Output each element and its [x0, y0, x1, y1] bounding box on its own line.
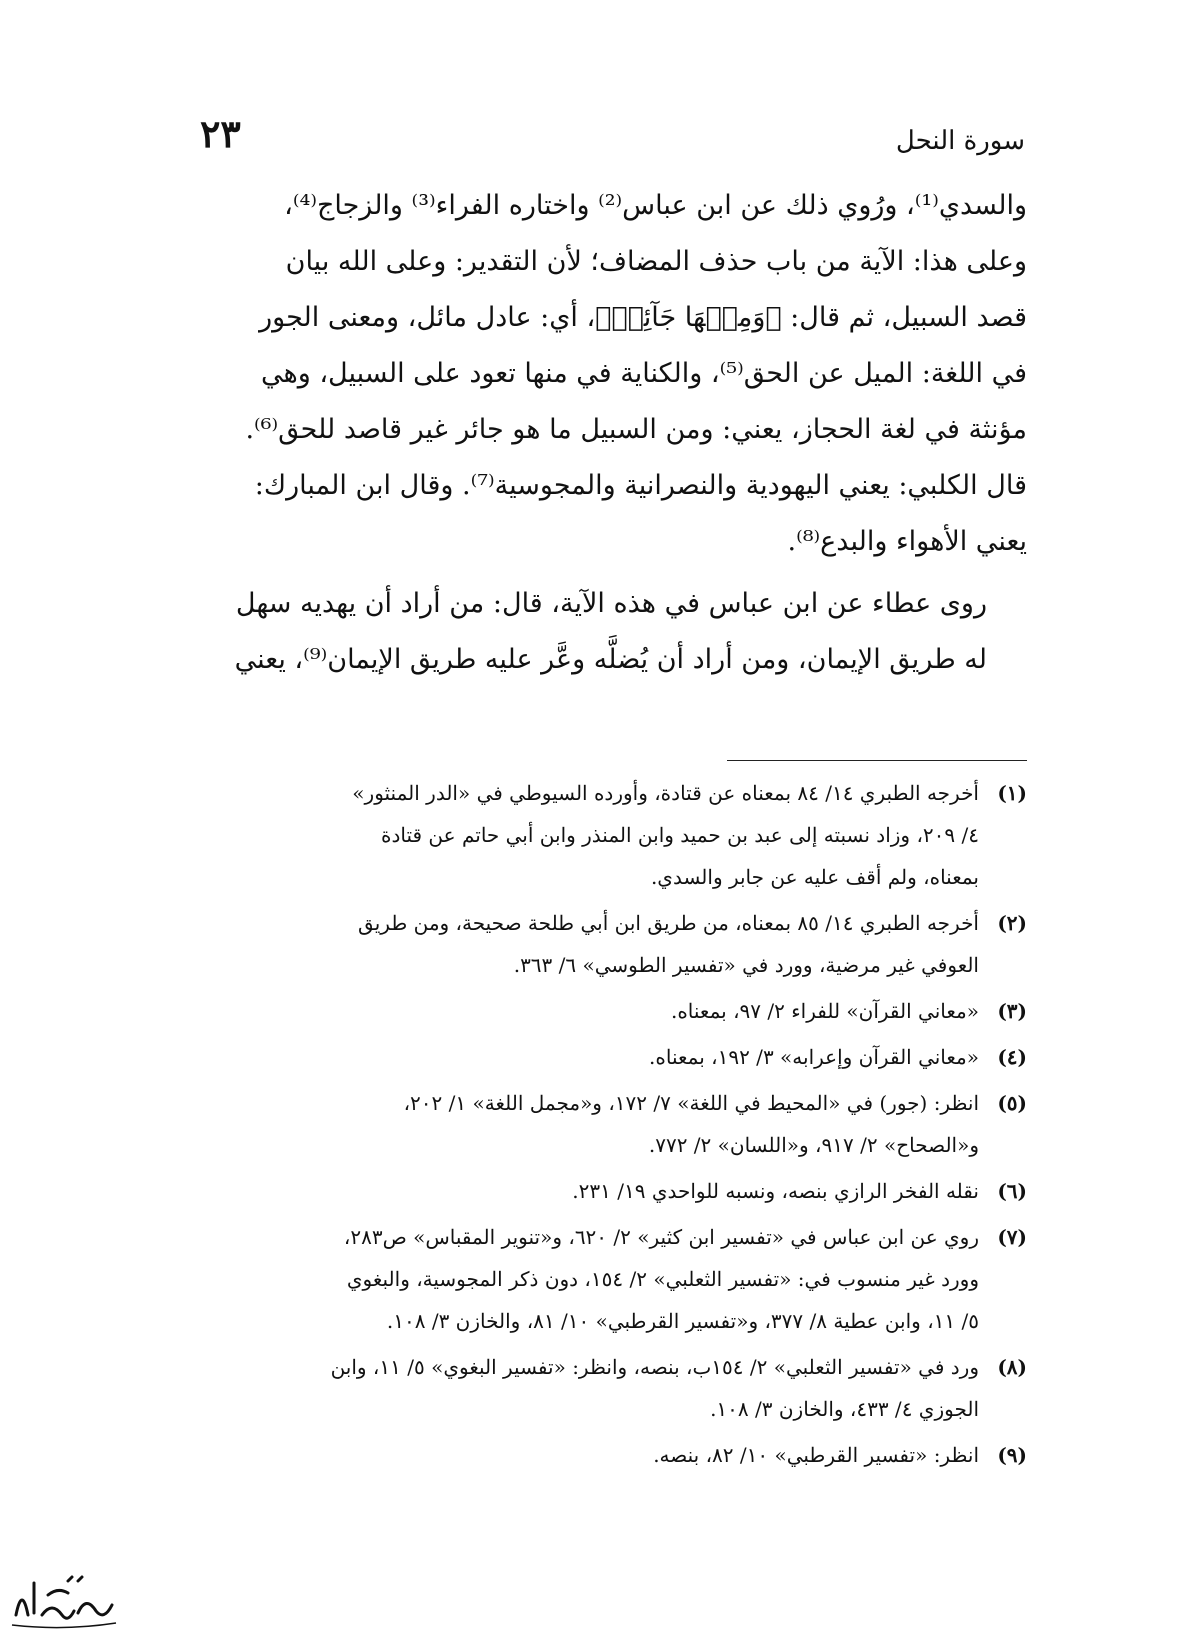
footnote-line: ورد في «تفسير الثعلبي» ٢/ ١٥٤ب، بنصه، وانظر: «تفسير البغوي» ٥/ ١١، وابن	[330, 1355, 979, 1379]
footnote-line: الجوزي ٤/ ٤٣٣، والخازن ٣/ ١٠٨.	[710, 1397, 979, 1421]
page-header	[200, 100, 1025, 156]
footnote	[140, 990, 1027, 1032]
footnote-number: (٣)	[997, 999, 1027, 1023]
page-number: ٢٣	[200, 111, 241, 156]
footnote	[140, 1082, 1027, 1166]
text-line: قصد السبيل، ثم قال: ﴿وَمِنۡهَا جَآئِرٞ﴾، أي: عادل مائل، ومعنى الجور	[259, 302, 1027, 333]
footnote	[140, 772, 1027, 898]
footnote	[140, 902, 1027, 986]
footnote-number: (٨)	[997, 1355, 1027, 1379]
footnote-number: (٦)	[997, 1179, 1027, 1203]
footnote-line: انظر: (جور) في «المحيط في اللغة» ٧/ ١٧٢، و«مجمل اللغة» ١/ ٢٠٢،	[403, 1091, 979, 1115]
text-line: في اللغة: الميل عن الحق⁽⁵⁾، والكناية في منها تعود على السبيل، وهي	[260, 358, 1027, 389]
footnote	[140, 1346, 1027, 1430]
calligraphy-logo-icon	[8, 1565, 120, 1635]
footnote-divider	[727, 760, 1027, 761]
text-line: له طريق الإيمان، ومن أراد أن يُضلَّه وعَّر عليه طريق الإيمان⁽⁹⁾، يعني	[234, 644, 987, 675]
footnote-line: «معاني القرآن وإعرابه» ٣/ ١٩٢، بمعناه.	[649, 1045, 979, 1069]
text-line: يعني الأهواء والبدع⁽⁸⁾.	[787, 526, 1027, 557]
footnote-number: (٤)	[997, 1045, 1027, 1069]
footnote-number: (٥)	[997, 1091, 1027, 1115]
paragraph-1	[140, 178, 1027, 570]
text-line: قال الكلبي: يعني اليهودية والنصرانية والمجوسية⁽⁷⁾. وقال ابن المبارك:	[254, 470, 1027, 501]
footnote-line: روي عن ابن عباس في «تفسير ابن كثير» ٢/ ٦٢٠، و«تنوير المقباس» ص٢٨٣،	[343, 1225, 979, 1249]
main-text	[140, 178, 1027, 688]
footnote-line: «معاني القرآن» للفراء ٢/ ٩٧، بمعناه.	[670, 999, 979, 1023]
footnote-line: أخرجه الطبري ١٤/ ٨٥ بمعناه، من طريق ابن أبي طلحة صحيحة، ومن طريق	[358, 911, 979, 935]
footnote	[140, 1170, 1027, 1212]
text-line: والسدي⁽¹⁾، ورُوي ذلك عن ابن عباس⁽²⁾ واختاره الفراء⁽³⁾ والزجاج⁽⁴⁾،	[284, 190, 1027, 221]
footnote-line: ٤/ ٢٠٩، وزاد نسبته إلى عبد بن حميد وابن المنذر وابن أبي حاتم عن قتادة	[381, 823, 979, 847]
text-line: مؤنثة في لغة الحجاز، يعني: ومن السبيل ما هو جائر غير قاصد للحق⁽⁶⁾.	[245, 414, 1027, 445]
footnote	[140, 1434, 1027, 1476]
text-line: وعلى هذا: الآية من باب حذف المضاف؛ لأن التقدير: وعلى الله بيان	[285, 246, 1027, 277]
paragraph-2	[140, 576, 1027, 688]
footnote-line: العوفي غير مرضية، وورد في «تفسير الطوسي» ٦/ ٣٦٣.	[513, 953, 979, 977]
footnote-number: (١)	[997, 781, 1027, 805]
calligraphy-logo-svg	[8, 1565, 120, 1635]
footnote	[140, 1036, 1027, 1078]
footnote-line: انظر: «تفسير القرطبي» ١٠/ ٨٢، بنصه.	[653, 1443, 979, 1467]
footnote-line: و«الصحاح» ٢/ ٩١٧، و«اللسان» ٢/ ٧٧٢.	[648, 1133, 979, 1157]
surah-title: سورة النحل	[895, 126, 1025, 156]
text-line: روى عطاء عن ابن عباس في هذه الآية، قال: من أراد أن يهديه سهل	[235, 588, 987, 619]
footnote-number: (٢)	[997, 911, 1027, 935]
footnote-line: ٥/ ١١، وابن عطية ٨/ ٣٧٧، و«تفسير القرطبي» ١٠/ ٨١، والخازن ٣/ ١٠٨.	[386, 1309, 979, 1333]
footnotes	[140, 772, 1027, 1480]
footnote-number: (٧)	[997, 1225, 1027, 1249]
footnote-line: وورد غير منسوب في: «تفسير الثعلبي» ٢/ ١٥٤، دون ذكر المجوسية، والبغوي	[346, 1267, 979, 1291]
footnote-line: بمعناه، ولم أقف عليه عن جابر والسدي.	[650, 865, 979, 889]
footnote-number: (٩)	[997, 1443, 1027, 1467]
footnote-line: نقله الفخر الرازي بنصه، ونسبه للواحدي ١٩/ ٢٣١.	[572, 1179, 979, 1203]
footnote-line: أخرجه الطبري ١٤/ ٨٤ بمعناه عن قتادة، وأورده السيوطي في «الدر المنثور»	[352, 781, 979, 805]
footnote	[140, 1216, 1027, 1342]
